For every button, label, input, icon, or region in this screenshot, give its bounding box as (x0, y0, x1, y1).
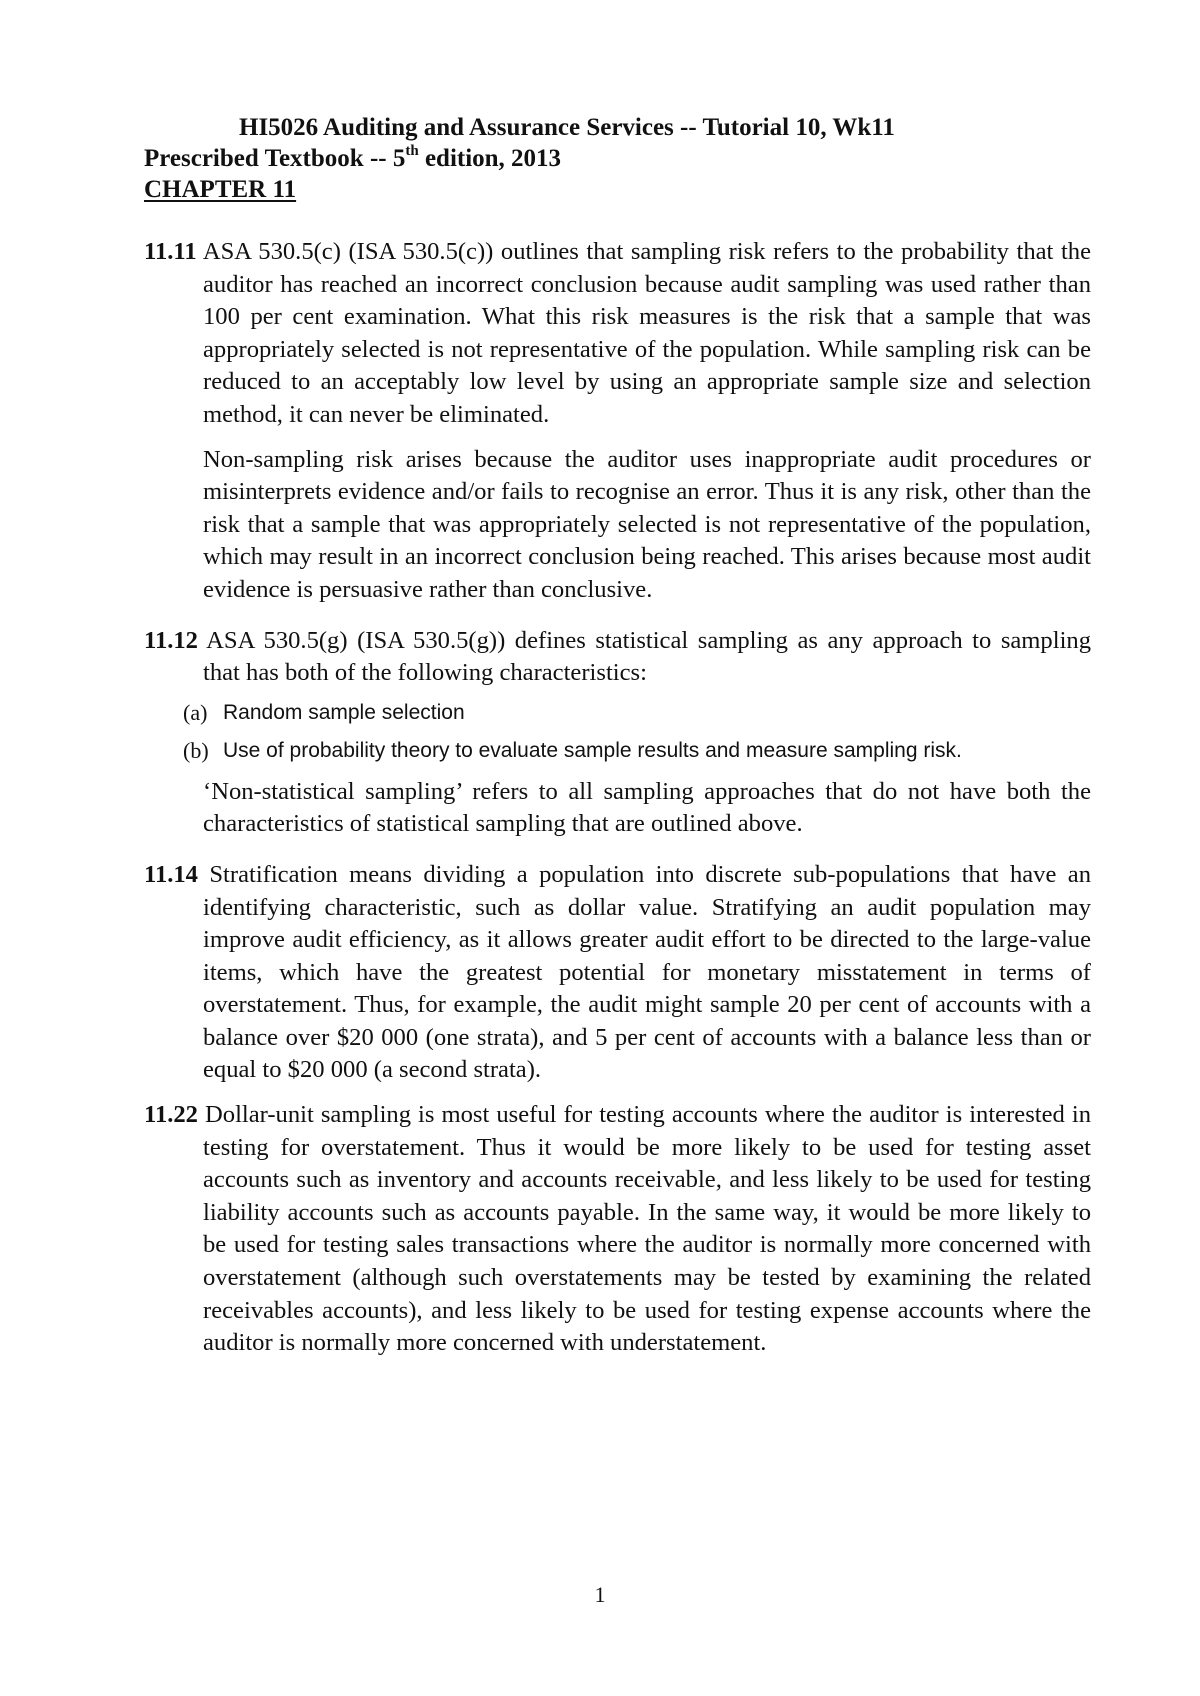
document-header (144, 112, 1064, 205)
answer-number: 11.11 (144, 238, 197, 265)
list-item (183, 698, 1091, 728)
list-marker: (a) (183, 699, 208, 725)
answer-paragraph (144, 236, 1091, 432)
textbook-suffix: edition, 2013 (418, 145, 562, 172)
chapter-heading: CHAPTER 11 (144, 176, 297, 203)
answer-extra-paragraph: ‘Non-statistical sampling’ refers to all sampling approaches that do not have both the characteristics of statistical sampling that are outlined above. (203, 777, 1091, 838)
answer-text: ASA 530.5(g) (ISA 530.5(g)) defines statistical sampling as any approach to sampling that has both of the following characteristics: (197, 626, 1091, 687)
answer-paragraph (144, 1099, 1091, 1360)
list-item-text: Random sample selection (223, 700, 465, 724)
textbook-prefix: Prescribed Textbook -- 5 (144, 145, 406, 172)
answer-text: Dollar-unit sampling is most useful for testing accounts where the auditor is interested in testing for overstatement. Thus it would be more likely to be used for testing asset accounts such as inventory and accounts receivable, and less likely to be used for testing liability accounts such as accounts payable. In the same way, it would be more likely to be used for testing sales transactions where the auditor is normally more concerned with overstatement (although such overstatements may be tested by examining the related receivables accounts), and less likely to be used for testing expense accounts where the auditor is normally more concerned with understatement. (197, 1101, 1091, 1357)
answer-paragraph (144, 625, 1091, 690)
answer-number: 11.14 (144, 860, 198, 888)
answer-number: 11.12 (144, 626, 198, 654)
answer-11-12 (144, 625, 1091, 841)
edition-superscript: th (405, 142, 419, 159)
answer-text: ASA 530.5(c) (ISA 530.5(c)) outlines that sampling risk refers to the probability that the auditor has reached an incorrect conclusion because audit sampling was used rather than 100 per cent examination. What this risk measures is the risk that a sample that was appropriately selected is not representative of the population. While sampling risk can be reduced to an acceptably low level by using an appropriate sample size and selection method, it can never be eliminated. (196, 238, 1091, 428)
answer-extra-paragraph: Non-sampling risk arises because the auditor uses inappropriate audit procedures or misinterprets evidence and/or fails to recognise an error. Thus it is any risk, other than the risk that a sample that was appropriately selected is not representative of the population, which may result in an incorrect conclusion being reached. This arises because most audit evidence is persuasive rather than conclusive. (203, 445, 1091, 603)
answer-number: 11.22 (144, 1101, 198, 1129)
list-item (183, 736, 1091, 766)
list-marker: (b) (183, 737, 209, 763)
answers-content (144, 236, 1091, 1360)
answer-paragraph (144, 859, 1091, 1087)
answer-text: Stratification means dividing a population into discrete sub-populations that have an identifying characteristic, such as dollar value. Stratifying an audit population may improve audit efficiency, as it allows greater audit effort to be directed to the large-value items, which have the greatest potential for monetary misstatement in terms of overstatement. Thus, for example, the audit might sample 20 per cent of accounts with a balance over $20 000 (one strata), and 5 per cent of accounts with a balance less than or equal to $20 000 (a second strata). (197, 860, 1091, 1084)
list-item-text: Use of probability theory to evaluate sample results and measure sampling risk. (223, 738, 962, 762)
page-number: 1 (594, 1582, 606, 1607)
answer-11-22 (144, 1099, 1091, 1360)
textbook-line (144, 143, 1064, 174)
characteristics-list (144, 698, 1091, 766)
answer-11-11 (144, 236, 1091, 607)
document-title: HI5026 Auditing and Assurance Services -- Tutorial 10, Wk11 (239, 114, 895, 141)
answer-11-14 (144, 859, 1091, 1087)
